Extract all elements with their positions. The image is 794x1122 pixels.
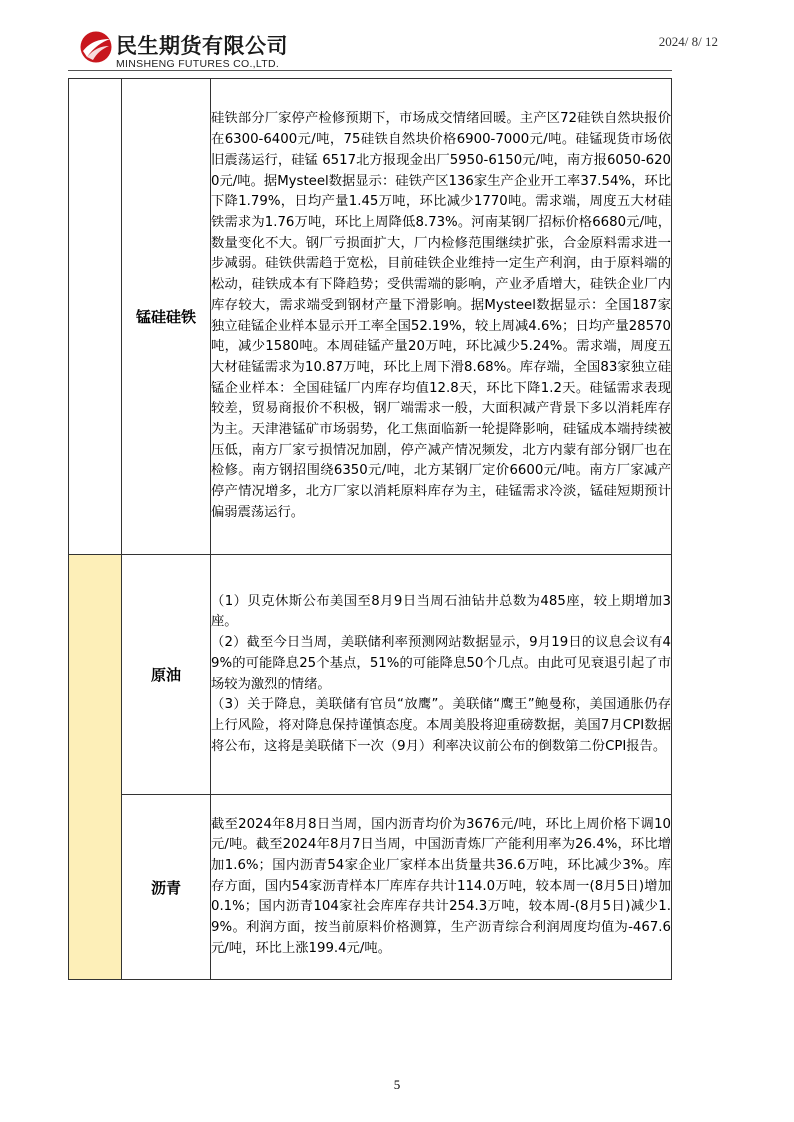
content-paragraph: 硅铁部分厂家停产检修预期下，市场成交情绪回暖。主产区72硅铁自然块报价在6300-6400元/吨，75硅铁自然块价格6900-7000元/吨。硅锰现货市场依旧震荡运行，硅锰 6517北方报现金出厂5950-6150元/吨，南方报6050-6200元/吨。据Mysteel数据显示：硅铁产区136家生产企业开工率37.54%，环比下降1.79%，日均产量1.45万吨，环比减少1770吨。需求端，周度五大材硅铁需求为1.76万吨，环比上周降低8.73%。河南某钢厂招标价格6680元/吨，数量变化不大。钢厂亏损面扩大，厂内检修范围继续扩张，合金原料需求进一步减弱。硅铁供需趋于宽松，目前硅铁企业维持一定生产利润，由于原料端的松动，硅铁成本有下降趋势；受供需端的影响，产业矛盾增大，硅铁企业厂内库存较大，需求端受到钢材产量下滑影响。据Mysteel数据显示：全国187家独立硅锰企业样本显示开工率全国52.19%，较上周减4.6%；日均产量28570吨，减少1580吨。本周硅锰产量20万吨，环比减少5.24%。需求端，周度五大材硅锰需求为10.87万吨，环比上周下滑8.68%。库存端，全国83家独立硅锰企业样本：全国硅锰厂内库存均值12.8天，环比下降1.2天。硅锰需求表现较差，贸易商报价不积极，钢厂端需求一般，大面积减产背景下多以消耗库存为主。天津港锰矿市场弱势，化工焦面临新一轮提降影响，硅锰成本端持续被压低，南方厂家亏损情况加剧，停产减产情况频发，北方内蒙有部分钢厂也在检修。南方钢招围绕6350元/吨，北方某钢厂定价6600元/吨。南方厂家减产停产情况增多，北方厂家以消耗原料库存为主，硅锰需求冷淡，锰硅短期预计偏弱震荡运行。 bbox=[211, 111, 671, 520]
report-date: 2024/ 8/ 12 bbox=[658, 34, 718, 49]
table-row bbox=[69, 555, 672, 795]
header-rule bbox=[68, 70, 672, 71]
table-row bbox=[69, 795, 672, 980]
minsheng-logo-icon bbox=[79, 30, 113, 64]
company-name-cn: 民生期货有限公司 bbox=[116, 34, 288, 58]
row-label: 沥青 bbox=[122, 795, 211, 980]
row-label: 原油 bbox=[122, 555, 211, 795]
content-paragraph: 截至2024年8月8日当周，国内沥青均价为3676元/吨，环比上周价格下调10元/吨。截至2024年8月7日当周，中国沥青炼厂产能利用率为26.4%，环比增加1.6%；国内沥青54家企业厂家样本出货量共36.6万吨，环比减少3%。库存方面，国内54家沥青样本厂库库存共计114.0万吨，较本周一(8月5日)增加0.1%；国内沥青104家社会库库存共计254.3万吨，较本周-(8月5日)减少1.9%。利润方面，按当前原料价格测算，生产沥青综合利润周度均值为-467.6元/吨，环比上涨199.4元/吨。 bbox=[211, 816, 671, 956]
row-content bbox=[211, 795, 672, 980]
content-paragraph: （1）贝克休斯公布美国至8月9日当周石油钻井总数为485座，较上期增加3座。 bbox=[211, 593, 671, 630]
row-content bbox=[211, 79, 672, 555]
section-highlight-cell bbox=[69, 555, 122, 980]
content-paragraph: （3）关于降息，美联储有官员“放鹰”。美联储“鹰王”鲍曼称，美国通胀仍存上行风险，将对降息保持谨慎态度。本周美股将迎重磅数据，美国7月CPI数据将公布，这将是美联储下一次（9月）利率决议前公布的倒数第二份CPI报告。 bbox=[211, 697, 671, 754]
commentary-table bbox=[68, 78, 672, 980]
company-name-en: MINSHENG FUTURES CO.,LTD. bbox=[116, 58, 280, 70]
content-paragraph: （2）截至今日当周，美联储利率预测网站数据显示，9月19日的议息会议有49%的可能降息25个基点，51%的可能降息50个几点。由此可见衰退引起了市场较为激烈的情绪。 bbox=[211, 635, 671, 692]
page-number: 5 bbox=[393, 1077, 401, 1092]
table-row bbox=[69, 79, 672, 555]
row-content bbox=[211, 555, 672, 795]
section-side-cell bbox=[69, 79, 122, 555]
page-header bbox=[0, 0, 794, 70]
row-label: 锰硅硅铁 bbox=[122, 79, 211, 555]
